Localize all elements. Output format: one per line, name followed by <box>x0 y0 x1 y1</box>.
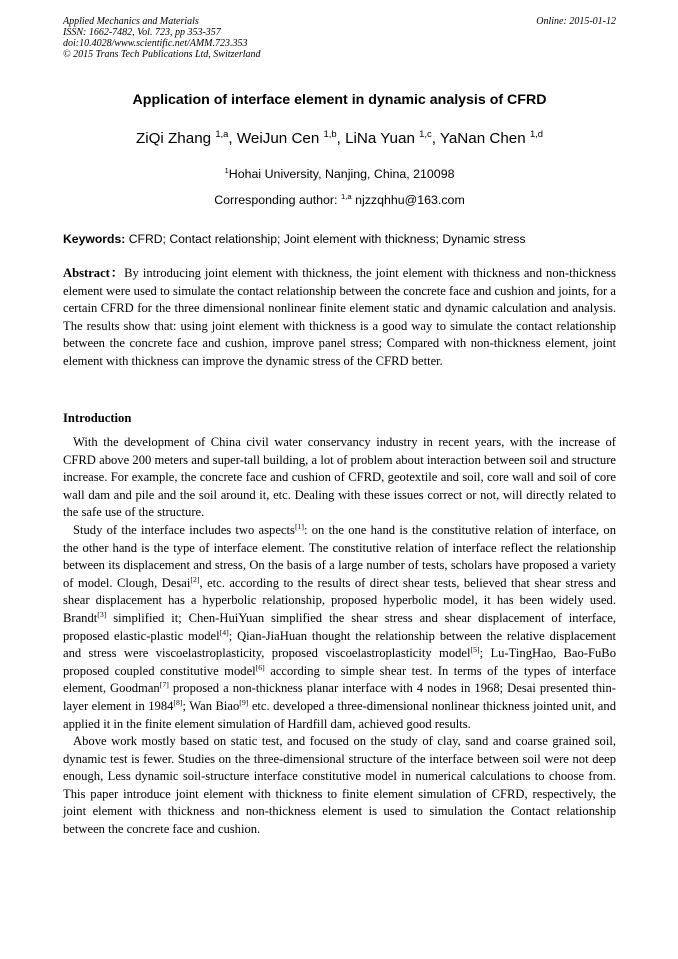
body-paragraph <box>63 522 616 733</box>
affiliation: $^1$Hohai University, Nanjing, China, 210098 <box>224 166 455 181</box>
keywords-text: CFRD; Contact relationship; Joint element with thickness; Dynamic stress <box>125 232 526 246</box>
body-text-run: proposed a non-thickness planar interface with 4 nodes in 1968; Desai presented thin-layer element in 1984 <box>63 681 616 713</box>
body-text-run: ; Wan Biao <box>182 698 240 713</box>
author: YaNan Chen $^{1,d}$ <box>439 127 544 147</box>
keywords <box>63 232 616 246</box>
paper-title: Application of interface element in dynamic analysis of CFRD <box>132 92 547 108</box>
body-text-run: according to simple shear test. In terms of the types of interface element, Goodman <box>63 663 616 696</box>
section-heading: Introduction <box>63 411 132 425</box>
abstract-label: Abstract： <box>63 266 125 280</box>
body-paragraph <box>63 733 616 839</box>
corresponding-author: Corresponding author: $^{1,a}$ njzzqhhu@163.com <box>214 192 465 207</box>
abstract <box>63 265 616 371</box>
author: ZiQi Zhang $^{1,a}$, <box>135 127 237 147</box>
body-text-run: ; Qian-JiaHuan thought the relationship between the relative displacement and stress were viscoelastroplasticity, proposed viscoelastroplasticity model <box>63 628 616 661</box>
citation-ref: [2] <box>190 574 200 584</box>
body-text-run: : on the one hand is the constitutive relation of interface, on the other hand is the type of interface element. The constitutive relation of interface reflect the relationship between its displacement and stress, On the basis of a large number of tests, scholars have proposed a variety of model. Clough, Desai <box>63 522 617 590</box>
citation-ref: [1] <box>294 521 305 531</box>
citation-ref: [5] <box>470 645 480 655</box>
keywords-label: Keywords: <box>63 232 126 246</box>
body-text-run: , etc. according to the results of direct shear tests, believed that shear stress and shear displacement has a hyperbolic relationship, proposed hyperbolic model, it has been widely used. Brandt <box>63 575 616 625</box>
journal-issn: ISSN: 1662-7482, Vol. 723, pp 353-357 <box>63 27 221 38</box>
body-text-run: Study of the interface includes two aspects <box>73 522 295 537</box>
citation-ref: [9] <box>239 697 249 707</box>
journal-header <box>63 16 616 60</box>
author: WeiJun Cen $^{1,b}$, <box>236 127 346 147</box>
body-paragraph <box>63 434 616 522</box>
body-text-run: simplified it; Chen-HuiYuan simplified the shear stress and shear displacement of interface, proposed elastic-plastic model <box>63 610 616 643</box>
body-text-run: Above work mostly based on static test, and focused on the study of clay, sand and coarse grained soil, dynamic test is fewer. Studies on the three-dimensional structure of the interface between soil were not deep enough, Less dynamic soil-structure interface constitutive model in numerical calculations to choose from. This paper introduce joint element with thickness to finite element simulation of CFRD, respectively, the joint element with thickness and non-thickness element is used to simulation the Contact relationship between the concrete face and cushion. <box>63 734 616 837</box>
citation-ref: [3] <box>97 609 107 619</box>
section-body <box>63 434 616 839</box>
journal-name: Applied Mechanics and Materials <box>63 16 199 27</box>
journal-copyright: © 2015 Trans Tech Publications Ltd, Switzerland <box>63 49 261 60</box>
online-date: Online: 2015-01-12 <box>536 16 616 27</box>
body-text-run: With the development of China civil water conservancy industry in recent years, with the increase of CFRD above 200 meters and super-tall building, a lot of problem about interaction between soil and structure increase. For example, the concrete face and cushion of CFRD, geotextile and soil, core wall and soil of core wall dam and pile and the soil around it, etc. Dealing with these issues correct or not, will directly related to the safe use of the structure. <box>63 435 616 520</box>
citation-ref: [8] <box>173 697 183 707</box>
citation-ref: [6] <box>255 662 265 672</box>
body-text-run: etc. developed a three-dimensional nonlinear thickness jointed unit, and applied it in the finite element simulation of Hardfill dam, achieved good results. <box>63 698 616 731</box>
abstract-text: By introducing joint element with thickness, the joint element with thickness and non-thickness element were used to simulate the contact relationship between the concrete face and cushion and joints, for a certain CFRD for the three dimensional nonlinear finite element static and dynamic calculation and analysis. The results show that: using joint element with thickness is a good way to simulate the contact relationship between the concrete face and cushion, improve panel stress; Compared with non-thickness element, joint element with thickness can improve the dynamic stress of the CFRD better. <box>63 266 616 368</box>
journal-doi: doi:10.4028/www.scientific.net/AMM.723.353 <box>63 38 248 49</box>
body-text-run: ; Lu-TingHao, Bao-FuBo proposed coupled constitutive model <box>63 646 616 678</box>
author-list <box>63 127 616 147</box>
citation-ref: [4] <box>219 627 229 637</box>
author: LiNa Yuan $^{1,c}$, <box>345 127 440 147</box>
citation-ref: [7] <box>159 680 169 690</box>
author-email: njzzqhhu@163.com <box>351 193 465 207</box>
